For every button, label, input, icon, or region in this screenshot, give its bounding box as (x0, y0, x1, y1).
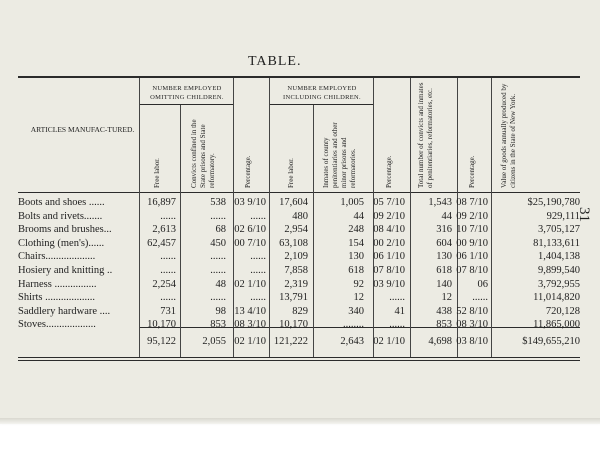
cell-pct3: 06 (477, 278, 488, 290)
cell-free1: 2,254 (152, 278, 176, 290)
cell-pct2: ...... (389, 319, 405, 331)
cell-pct2: ...... (389, 292, 405, 304)
cell-pct1: ...... (250, 292, 266, 304)
column-header-convicts: Convicts confined in the State prisons and State reformatory. (190, 119, 216, 188)
cell-inmates: 12 (353, 292, 364, 304)
cell-free1: ...... (160, 292, 176, 304)
column-header-value: Value of goods annually produced by citizens in the State of New York. (500, 83, 517, 188)
group-header-rule-1 (140, 104, 233, 105)
header-bottom-rule (18, 192, 580, 193)
cell-pct3: 09 2/10 (456, 210, 488, 222)
cell-total: 618 (436, 265, 452, 276)
cell-free2: 17,604 (279, 197, 308, 208)
cell-convicts: 450 (210, 237, 226, 249)
table-title: TABLE. (248, 54, 302, 69)
cell-total: 44 (441, 210, 452, 222)
cell-pct1: 03 9/10 (234, 197, 266, 208)
cell-free2: 10,170 (279, 319, 308, 331)
total-free2: 121,222 (273, 336, 308, 347)
col-divider (313, 105, 314, 357)
cell-total: 316 (436, 224, 452, 236)
cell-free2: 13,791 (279, 292, 308, 304)
cell-value: $25,190,780 (527, 197, 580, 208)
article-name: Saddlery hardware .... (18, 305, 111, 317)
cell-total: 140 (436, 278, 452, 290)
cell-total: 12 (441, 292, 452, 304)
cell-free1: ...... (160, 265, 176, 276)
cell-pct2: 00 2/10 (373, 237, 405, 249)
cell-free2: 480 (292, 210, 308, 222)
cell-pct3: 08 7/10 (456, 197, 488, 208)
page-edge (0, 418, 600, 424)
cell-convicts: 98 (215, 305, 226, 317)
group-header-omitting: NUMBER EMPLOYED OMITTING CHILDREN. (150, 85, 224, 101)
top-rule (18, 76, 580, 78)
page-number: 31 (576, 207, 592, 222)
cell-total: 853 (436, 319, 452, 331)
cell-inmates: 92 (353, 278, 364, 290)
cell-pct1: 08 3/10 (234, 319, 266, 331)
cell-free2: 2,109 (284, 251, 308, 263)
bottom-rule-2 (18, 360, 580, 361)
article-name: Shirts ................... (18, 292, 96, 304)
column-header-percentage-3: Percentage. (468, 155, 476, 188)
cell-value: 81,133,611 (533, 237, 580, 249)
cell-pct3: 10 7/10 (456, 224, 488, 236)
cell-pct2: 09 2/10 (373, 210, 405, 222)
total-free1: 95,122 (147, 336, 176, 347)
cell-total: 1,543 (428, 197, 452, 208)
column-header-free-labor-1: Free labor. (153, 158, 161, 188)
column-header-percentage-2: Percentage. (385, 155, 393, 188)
cell-total: 438 (436, 305, 452, 317)
total-inmates: 2,643 (340, 336, 364, 347)
cell-convicts: 68 (215, 224, 226, 236)
cell-value: 3,705,127 (538, 224, 580, 236)
col-divider (139, 78, 140, 357)
cell-pct1: 13 4/10 (234, 305, 266, 317)
cell-free1: ...... (160, 210, 176, 222)
cell-convicts: ...... (210, 251, 226, 263)
group-header-including: NUMBER EMPLOYED INCLUDING CHILDREN. (283, 85, 361, 101)
total-pct2: 02 1/10 (373, 336, 405, 347)
cell-convicts: ...... (210, 292, 226, 304)
cell-value: 1,404,138 (538, 251, 580, 263)
cell-pct3: 06 1/10 (456, 251, 488, 263)
col-divider (269, 78, 270, 357)
cell-pct1: 02 6/10 (234, 224, 266, 236)
cell-pct3: 00 9/10 (456, 237, 488, 249)
cell-inmates: 130 (348, 251, 364, 263)
cell-value: 3,792,955 (538, 278, 580, 290)
column-header-percentage-1: Percentage. (244, 155, 252, 188)
cell-free1: 2,613 (152, 224, 176, 236)
cell-total: 604 (436, 237, 452, 249)
article-name: Clothing (men's)...... (18, 237, 105, 249)
col-divider (410, 78, 411, 357)
cell-pct3: 08 3/10 (456, 319, 488, 331)
cell-pct1: 02 1/10 (234, 278, 266, 290)
article-name: Bolts and rivets....... (18, 210, 103, 222)
cell-pct3: ...... (472, 292, 488, 304)
cell-total: 130 (436, 251, 452, 263)
cell-inmates: 154 (348, 237, 364, 249)
cell-convicts: 48 (215, 278, 226, 290)
cell-pct3: 07 8/10 (456, 265, 488, 276)
cell-free1: 62,457 (147, 237, 176, 249)
cell-free1: 10,170 (147, 319, 176, 331)
cell-pct2: 41 (394, 305, 405, 317)
cell-free1: ...... (160, 251, 176, 263)
column-header-inmates: Inmates of county penitentiaries and other minor prisons and reformatories. (322, 122, 357, 188)
cell-inmates: ........ (343, 319, 364, 331)
cell-value: 11,865,000 (533, 319, 580, 331)
cell-free2: 829 (292, 305, 308, 317)
total-total: 4,698 (428, 336, 452, 347)
cell-inmates: 44 (353, 210, 364, 222)
cell-inmates: 618 (348, 265, 364, 276)
article-name: Harness ................ (18, 278, 97, 290)
cell-free1: 731 (160, 305, 176, 317)
cell-convicts: ...... (210, 210, 226, 222)
cell-inmates: 340 (348, 305, 364, 317)
cell-pct2: 08 4/10 (373, 224, 405, 236)
article-name: Stoves................... (18, 319, 96, 331)
cell-inmates: 248 (348, 224, 364, 236)
cell-free2: 63,108 (279, 237, 308, 249)
article-name: Brooms and brushes... (18, 224, 112, 236)
cell-value: 11,014,820 (533, 292, 580, 304)
cell-pct1: 00 7/10 (234, 237, 266, 249)
column-header-total-convicts: Total number of convicts and inmates of penitentiaries, reformatories, etc. (417, 82, 434, 188)
cell-convicts: 538 (210, 197, 226, 208)
cell-pct2: 05 7/10 (373, 197, 405, 208)
cell-value: 929,111 (546, 210, 580, 222)
cell-inmates: 1,005 (340, 197, 364, 208)
cell-free2: 2,319 (284, 278, 308, 290)
cell-free2: 7,858 (284, 265, 308, 276)
col-divider (180, 105, 181, 357)
total-value: $149,655,210 (522, 336, 580, 347)
col-divider (491, 78, 492, 357)
cell-value: 720,128 (545, 305, 580, 317)
cell-pct2: 03 9/10 (373, 278, 405, 290)
group-header-rule-2 (270, 104, 373, 105)
cell-pct1: ...... (250, 265, 266, 276)
total-pct1: 02 1/10 (234, 336, 266, 347)
cell-value: 9,899,540 (538, 265, 580, 276)
article-name: Hosiery and knitting .. (18, 265, 113, 276)
cell-pct2: 06 1/10 (373, 251, 405, 263)
cell-pct3: 52 8/10 (456, 305, 488, 317)
article-name: Boots and shoes ...... (18, 197, 105, 208)
cell-free1: 16,897 (147, 197, 176, 208)
total-pct3: 03 8/10 (456, 336, 488, 347)
cell-pct1: ...... (250, 251, 266, 263)
cell-free2: 2,954 (284, 224, 308, 236)
column-header-articles: ARTICLES MANUFAC-TURED. (30, 125, 135, 134)
article-name: Chairs................... (18, 251, 96, 263)
cell-convicts: ...... (210, 265, 226, 276)
column-header-free-labor-2: Free labor. (287, 158, 295, 188)
cell-convicts: 853 (210, 319, 226, 331)
total-convicts: 2,055 (202, 336, 226, 347)
cell-pct2: 07 8/10 (373, 265, 405, 276)
cell-pct1: ...... (250, 210, 266, 222)
bottom-rule-1 (18, 357, 580, 358)
